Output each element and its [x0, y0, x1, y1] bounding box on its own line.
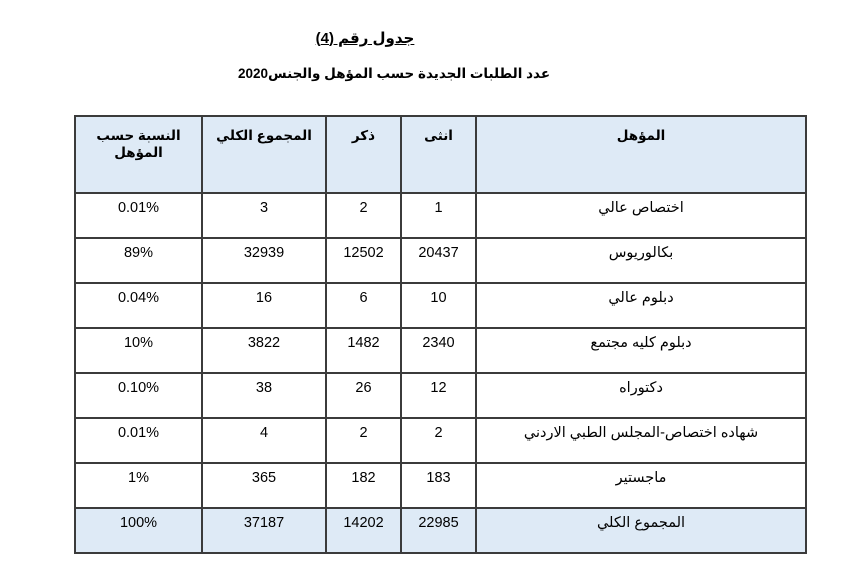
cell-male: 2 — [326, 193, 401, 238]
cell-total: 3 — [202, 193, 326, 238]
table-row — [75, 328, 806, 373]
cell-total-total: 37187 — [202, 508, 326, 553]
header-percent — [75, 116, 202, 193]
cell-total: 16 — [202, 283, 326, 328]
cell-total: 4 — [202, 418, 326, 463]
header-percent-label: النسبة حسب المؤهل — [96, 128, 181, 160]
header-qualification-label: المؤهل — [616, 128, 666, 143]
cell-female: 183 — [401, 463, 476, 508]
header-male — [326, 116, 401, 193]
table-row — [75, 193, 806, 238]
cell-qualification: اختصاص عالي — [476, 193, 806, 238]
table-row — [75, 418, 806, 463]
cell-total: 32939 — [202, 238, 326, 283]
header-qualification — [476, 116, 806, 193]
cell-female: 2340 — [401, 328, 476, 373]
cell-percent: 0.01% — [75, 418, 202, 463]
cell-female: 1 — [401, 193, 476, 238]
header-total — [202, 116, 326, 193]
cell-total-female: 22985 — [401, 508, 476, 553]
cell-female: 10 — [401, 283, 476, 328]
cell-total-percent: 100% — [75, 508, 202, 553]
table-caption-title: جدول رقم (4) — [315, 30, 415, 47]
cell-male: 2 — [326, 418, 401, 463]
cell-female: 12 — [401, 373, 476, 418]
header-female — [401, 116, 476, 193]
cell-percent: 10% — [75, 328, 202, 373]
cell-female: 2 — [401, 418, 476, 463]
qualifications-table — [74, 115, 807, 554]
cell-total: 365 — [202, 463, 326, 508]
cell-male: 1482 — [326, 328, 401, 373]
table-total-row — [75, 508, 806, 553]
table-header-row — [75, 116, 806, 193]
table-row — [75, 283, 806, 328]
cell-male: 182 — [326, 463, 401, 508]
header-female-label: انثى — [424, 128, 453, 143]
cell-percent: 0.04% — [75, 283, 202, 328]
table-caption-subtitle: عدد الطلبات الجديدة حسب المؤهل والجنس2020 — [237, 66, 551, 81]
cell-percent: 1% — [75, 463, 202, 508]
cell-male: 12502 — [326, 238, 401, 283]
cell-qualification: شهاده اختصاص-المجلس الطبي الاردني — [476, 418, 806, 463]
cell-male: 26 — [326, 373, 401, 418]
cell-total-qualification: المجموع الكلي — [476, 508, 806, 553]
cell-male: 6 — [326, 283, 401, 328]
cell-female: 20437 — [401, 238, 476, 283]
table-row — [75, 463, 806, 508]
header-male-label: ذكر — [351, 128, 376, 143]
cell-qualification: دبلوم عالي — [476, 283, 806, 328]
cell-percent: 0.01% — [75, 193, 202, 238]
cell-total-male: 14202 — [326, 508, 401, 553]
cell-total: 38 — [202, 373, 326, 418]
cell-total: 3822 — [202, 328, 326, 373]
table-row — [75, 373, 806, 418]
cell-percent: 89% — [75, 238, 202, 283]
cell-qualification: دبلوم كليه مجتمع — [476, 328, 806, 373]
cell-qualification: ماجستير — [476, 463, 806, 508]
cell-percent: 0.10% — [75, 373, 202, 418]
cell-qualification: بكالوريوس — [476, 238, 806, 283]
cell-qualification: دكتوراه — [476, 373, 806, 418]
header-total-label: المجموع الكلي — [216, 128, 312, 143]
table-row — [75, 238, 806, 283]
